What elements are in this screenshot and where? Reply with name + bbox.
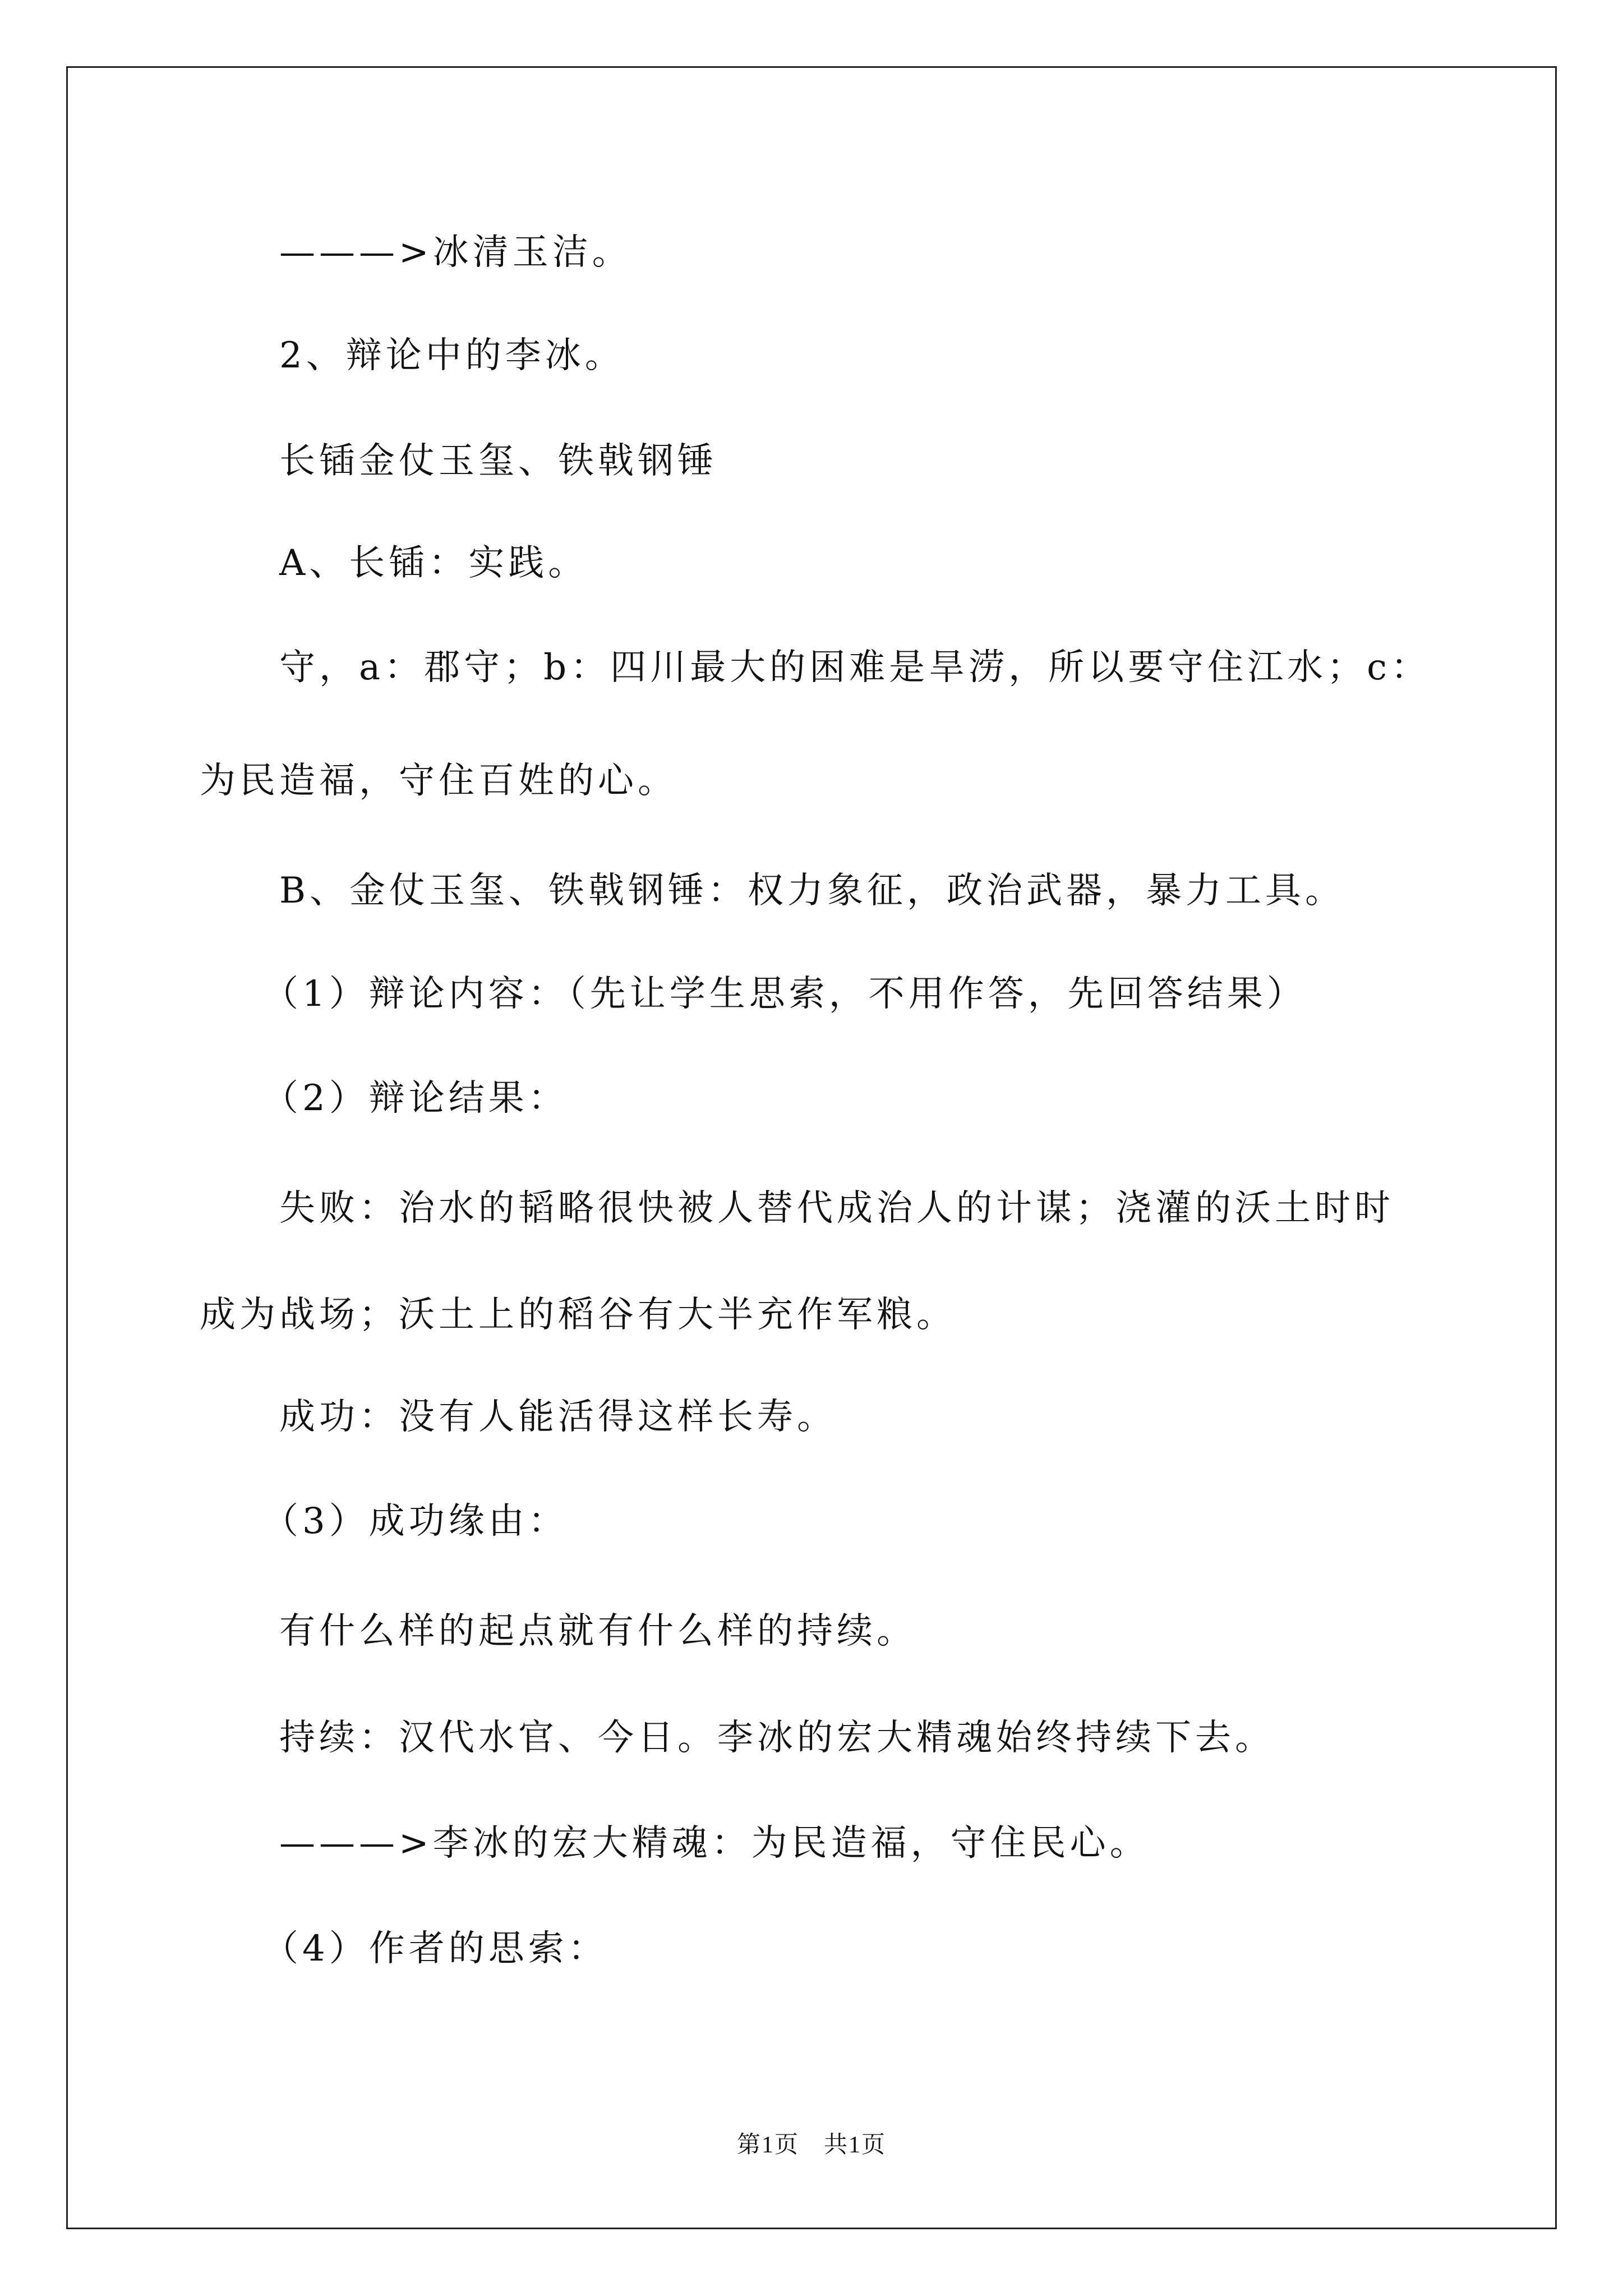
text-line: （1）辩论内容：（先让学生思索，不用作答，先回答结果） — [262, 973, 1307, 1015]
text-line: （3）成功缘由： — [262, 1501, 568, 1542]
text-line: 长锸金仗玉玺、铁戟钢锤 — [279, 440, 717, 482]
text-line: 成功：没有人能活得这样长寿。 — [279, 1396, 837, 1438]
text-line: 成为战场；沃土上的稻谷有大半充作军粮。 — [200, 1294, 956, 1336]
text-line: 有什么样的起点就有什么样的持续。 — [279, 1611, 916, 1652]
text-line: A、长锸：实践。 — [279, 542, 588, 584]
text-line: ———>李冰的宏大精魂：为民造福，守住民心。 — [279, 1823, 1150, 1864]
text-line: 失败：治水的韬略很快被人替代成治人的计谋；浇灌的沃土时时 — [279, 1188, 1394, 1229]
page-number-footer: 第1页 共1页 — [736, 2132, 886, 2158]
text-line: 持续：汉代水官、今日。李冰的宏大精魂始终持续下去。 — [279, 1717, 1275, 1759]
text-line: ———>冰清玉洁。 — [279, 232, 632, 273]
text-line: 为民造福，守住百姓的心。 — [200, 760, 677, 802]
text-line: 2、辩论中的李冰。 — [279, 335, 625, 376]
text-line: 守，a：郡守；b：四川最大的困难是旱涝，所以要守住江水；c： — [279, 647, 1431, 688]
text-line: （4）作者的思索： — [262, 1928, 608, 1970]
text-line: B、金仗玉玺、铁戟钢锤：权力象征，政治武器，暴力工具。 — [279, 870, 1345, 912]
text-line: （2）辩论结果： — [262, 1078, 568, 1119]
